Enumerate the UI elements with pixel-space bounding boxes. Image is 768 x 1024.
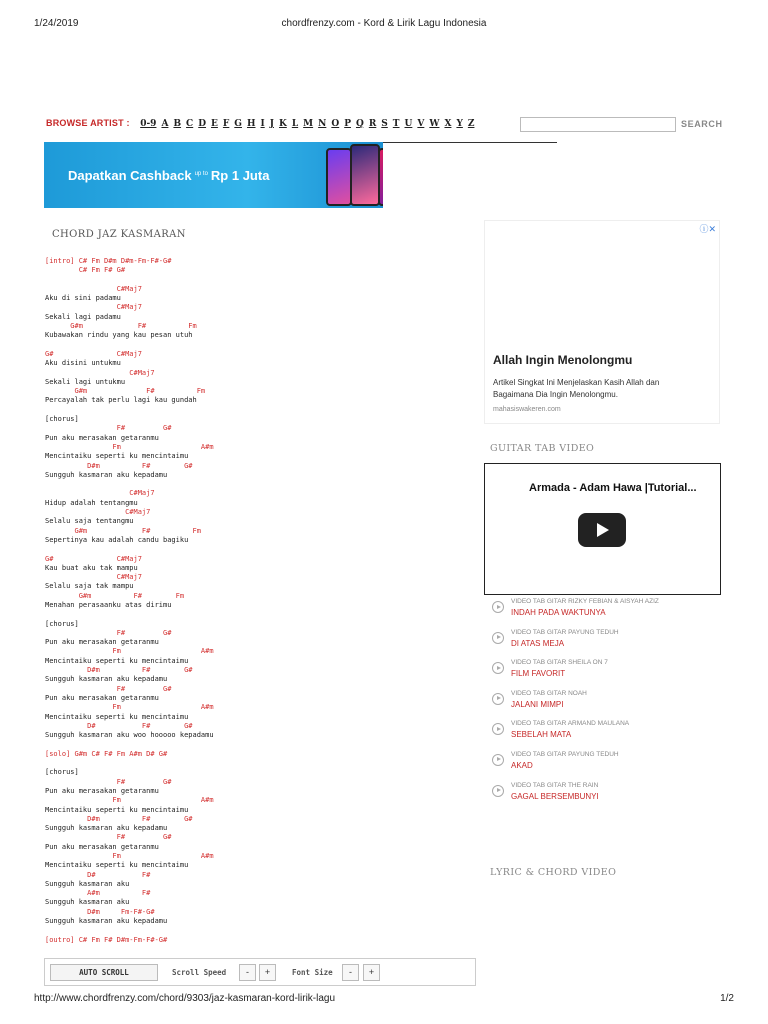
lyric-line: Selalu saja tak mampu — [45, 582, 134, 591]
guitar-tab-video-heading: GUITAR TAB VIDEO — [490, 443, 595, 454]
blank-line — [45, 545, 465, 554]
browse-letter-link[interactable]: P — [344, 119, 351, 129]
chord-line: C#Maj7 — [45, 489, 155, 498]
chord-line: G#m F# Fm — [45, 591, 185, 600]
chord-line: G#m F# Fm — [45, 322, 197, 331]
lyric-line: Sepertinya kau adalah candu bagiku — [45, 535, 189, 544]
tab-item-subtitle: VIDEO TAB GITAR PAYUNG TEDUH — [511, 750, 619, 758]
lyric-line: Pun aku merasakan getaranmu — [45, 638, 159, 647]
tab-item-subtitle: VIDEO TAB GITAR RIZKY FEBIAN & AISYAH AZIZ — [511, 598, 659, 605]
tab-item-subtitle: VIDEO TAB GITAR ARMAND MAULANA — [511, 720, 630, 728]
lyric-line: Aku disini untukmu — [45, 359, 121, 368]
lyric-line: Selalu saja tentangmu — [45, 517, 134, 526]
guitar-tab-item[interactable] — [492, 751, 722, 782]
divider — [383, 142, 557, 143]
browse-letter-link[interactable]: S — [381, 119, 388, 129]
lyric-line: Pun aku merasakan getaranmu — [45, 433, 159, 442]
blank-line — [45, 406, 465, 415]
chord-line: C# Fm F# G# — [45, 266, 126, 275]
lyric-line: [chorus] — [45, 768, 79, 777]
browse-letter-link[interactable]: 0-9 — [140, 119, 157, 129]
tab-item-subtitle: VIDEO TAB GITAR SHEILA ON 7 — [511, 659, 608, 667]
browse-letters — [140, 118, 479, 128]
lyric-line: Mencintaiku seperti ku mencintaimu — [45, 805, 189, 814]
song-title: CHORD JAZ KASMARAN — [52, 229, 186, 240]
browse-letter-link[interactable]: W — [429, 119, 440, 129]
blank-line — [45, 926, 465, 935]
play-circle-icon — [492, 723, 504, 735]
browse-letter-link[interactable]: L — [291, 119, 299, 129]
browse-letter-link[interactable]: V — [417, 119, 425, 129]
tab-item-title-link[interactable]: FILM FAVORIT — [511, 669, 566, 679]
chord-line: C#Maj7 — [45, 368, 155, 377]
chord-line: F# G# — [45, 684, 172, 693]
browse-letter-link[interactable]: F — [222, 119, 230, 129]
chord-line: D#m Fm-F#-G# — [45, 907, 155, 916]
play-circle-icon — [492, 601, 504, 613]
chord-line: [intro] C# Fm D#m D#m-Fm-F#-G# — [45, 257, 172, 265]
lyric-line: Pun aku merasakan getaranmu — [45, 842, 159, 851]
browse-letter-link[interactable]: K — [278, 119, 287, 129]
chord-line: A#m F# — [45, 889, 151, 898]
blank-line — [45, 610, 465, 619]
chord-line: D#m F# G# — [45, 461, 193, 470]
scroll-speed-label: Scroll Speed — [172, 968, 227, 977]
browse-letter-link[interactable]: O — [331, 119, 340, 129]
browse-letter-link[interactable]: M — [303, 119, 314, 129]
print-page-number: 1/2 — [720, 993, 734, 1004]
play-circle-icon — [492, 754, 504, 766]
banner-text-amount: Rp 1 Juta — [210, 168, 270, 183]
browse-letter-link[interactable]: C — [186, 119, 194, 129]
blank-line — [45, 740, 465, 749]
guitar-tab-item[interactable] — [492, 690, 722, 721]
video-title[interactable]: Armada - Adam Hawa |Tutorial... — [529, 482, 697, 494]
ad-title[interactable]: Allah Ingin Menolongmu — [493, 353, 633, 367]
lyric-line: Mencintaiku seperti ku mencintaimu — [45, 656, 189, 665]
chord-line: C#Maj7 — [45, 303, 142, 312]
lyric-line: Kubawakan rindu yang kau pesan utuh — [45, 331, 193, 340]
chord-line: F# G# — [45, 833, 172, 842]
tab-item-subtitle: VIDEO TAB GITAR PAYUNG TEDUH — [511, 628, 619, 636]
browse-letter-link[interactable]: Z — [467, 119, 475, 129]
print-url: http://www.chordfrenzy.com/chord/9303/jaz-kasmaran-kord-lirik-lagu — [34, 993, 336, 1004]
chord-line: G#m F# Fm — [45, 387, 206, 396]
browse-artist-bar — [46, 118, 479, 129]
browse-letter-link[interactable]: R — [368, 119, 377, 129]
lyric-line: Aku di sini padamu — [45, 294, 121, 303]
tab-item-title-link[interactable]: GAGAL BERSEMBUNYI — [511, 791, 599, 801]
browse-letter-link[interactable]: X — [444, 119, 452, 129]
lyric-line: Menahan perasaanku atas dirimu — [45, 600, 172, 609]
tab-item-subtitle: VIDEO TAB GITAR NOAH — [511, 689, 587, 697]
guitar-tab-item[interactable] — [492, 782, 722, 813]
browse-letter-link[interactable]: N — [318, 119, 327, 129]
video-embed[interactable] — [484, 463, 721, 595]
browse-letter-link[interactable]: J — [269, 119, 274, 129]
print-footer — [34, 993, 734, 1007]
tab-item-subtitle: VIDEO TAB GITAR THE RAIN — [511, 781, 599, 789]
browse-letter-link[interactable]: I — [260, 119, 265, 129]
play-circle-icon — [492, 693, 504, 705]
chord-line: G#m F# Fm — [45, 526, 201, 535]
chord-line: G# C#Maj7 — [45, 349, 142, 358]
play-circle-icon — [492, 785, 504, 797]
lyric-line: Sungguh kasmaran aku kepadamu — [45, 824, 168, 833]
guitar-tab-list — [492, 598, 722, 812]
chord-line: [solo] G#m C# F# Fm A#m D# G# — [45, 749, 168, 758]
browse-letter-link[interactable]: U — [404, 119, 413, 129]
ad-description: Artikel Singkat Ini Menjelaskan Kasih Allah dan Bagaimana Dia Ingin Menolongmu. — [493, 378, 660, 399]
chord-line: Fm A#m — [45, 796, 214, 805]
lyric-chord-video-heading: LYRIC & CHORD VIDEO — [490, 867, 617, 878]
lyric-line: Sungguh kasmaran aku kepadamu — [45, 675, 168, 684]
browse-letter-link[interactable]: H — [246, 119, 256, 129]
ad-choices-icon[interactable]: ⓘ✕ — [699, 224, 716, 234]
browse-letter-link[interactable]: Y — [456, 119, 463, 129]
lyric-line: Sungguh kasmaran aku — [45, 879, 130, 888]
chord-line: C#Maj7 — [45, 284, 142, 293]
banner-text-main: Dapatkan Cashback — [68, 168, 192, 183]
lyric-line: [chorus] — [45, 619, 79, 628]
lyric-line: [chorus] — [45, 415, 79, 424]
banner-text — [68, 168, 269, 183]
chord-line: C#Maj7 — [45, 508, 151, 517]
font-size-increase-button[interactable]: + — [363, 964, 380, 981]
browse-letter-link[interactable]: T — [392, 119, 400, 129]
tab-item-title-link[interactable]: AKAD — [511, 760, 533, 770]
chord-line: D# F# — [45, 870, 151, 879]
lyric-line: Sungguh kasmaran aku woo hooooo kepadamu — [45, 731, 214, 740]
cashback-banner-ad[interactable] — [44, 142, 383, 208]
play-icon[interactable] — [578, 513, 626, 547]
chord-line: [outro] C# Fm F# D#m-Fm-F#-G# — [45, 935, 168, 944]
print-header — [34, 18, 734, 32]
scroll-speed-decrease-button[interactable]: - — [239, 964, 256, 981]
chord-line: Fm A#m — [45, 442, 214, 451]
browse-artist-label: BROWSE ARTIST : — [46, 118, 130, 128]
blank-line — [45, 276, 465, 285]
browse-letter-link[interactable]: D — [198, 119, 207, 129]
browse-letter-link[interactable]: A — [161, 119, 169, 129]
phone-image — [326, 148, 352, 206]
chord-line: F# G# — [45, 628, 172, 637]
guitar-tab-item[interactable] — [492, 659, 722, 690]
chord-line: D# F# G# — [45, 721, 193, 730]
chord-line: F# G# — [45, 777, 172, 786]
chord-line: D#m F# G# — [45, 814, 193, 823]
lyric-line: Pun aku merasakan getaranmu — [45, 786, 159, 795]
chord-line: Fm A#m — [45, 647, 214, 656]
browse-letter-link[interactable]: E — [211, 119, 218, 129]
browse-letter-link[interactable]: B — [173, 119, 182, 129]
guitar-tab-item[interactable] — [492, 598, 722, 629]
sidebar-ad[interactable] — [484, 220, 720, 424]
chord-line: F# G# — [45, 424, 172, 433]
play-circle-icon — [492, 662, 504, 674]
blank-line — [45, 759, 465, 768]
auto-scroll-button[interactable]: AUTO SCROLL — [50, 964, 158, 981]
tab-item-title-link[interactable]: JALANI MIMPI — [511, 699, 564, 709]
blank-line — [45, 341, 465, 350]
lyric-line: Sekali lagi untukmu — [45, 377, 126, 386]
chord-line: C#Maj7 — [45, 573, 142, 582]
chord-line: Fm A#m — [45, 852, 214, 860]
phone-image — [378, 148, 383, 206]
lyric-line: Sungguh kasmaran aku — [45, 898, 130, 907]
banner-text-upto: up to — [194, 170, 208, 177]
lyric-line: Sungguh kasmaran aku kepadamu — [45, 917, 168, 926]
guitar-tab-item[interactable] — [492, 629, 722, 660]
chord-line: G# C#Maj7 — [45, 554, 142, 563]
chord-lyrics-block — [45, 257, 465, 945]
font-size-decrease-button[interactable]: - — [342, 964, 359, 981]
font-size-label: Font Size — [292, 968, 333, 977]
lyric-line: Sungguh kasmaran aku kepadamu — [45, 470, 168, 479]
tab-item-title-link[interactable]: SEBELAH MATA — [511, 730, 572, 740]
lyric-line: Kau buat aku tak mampu — [45, 563, 138, 572]
scroll-control-bar — [44, 958, 476, 986]
print-date: 1/24/2019 — [34, 18, 79, 29]
lyric-line: Percayalah tak perlu lagi kau gundah — [45, 396, 197, 405]
lyric-line: Mencintaiku seperti ku mencintaimu — [45, 452, 189, 461]
search-input[interactable] — [520, 117, 676, 132]
ad-domain: mahasiswakeren.com — [493, 406, 561, 413]
tab-item-title-link[interactable]: DI ATAS MEJA — [511, 638, 565, 648]
lyric-line: Mencintaiku seperti ku mencintaimu — [45, 861, 189, 870]
play-circle-icon — [492, 632, 504, 644]
search-button[interactable]: SEARCH — [681, 119, 723, 129]
browse-letter-link[interactable]: G — [234, 119, 242, 129]
lyric-line: Mencintaiku seperti ku mencintaimu — [45, 712, 189, 721]
lyric-line: Pun aku merasakan getaranmu — [45, 693, 159, 702]
browse-letter-link[interactable]: Q — [355, 119, 364, 129]
lyric-line: Sekali lagi padamu — [45, 312, 121, 321]
chord-line: D#m F# G# — [45, 666, 193, 675]
scroll-speed-increase-button[interactable]: + — [259, 964, 276, 981]
print-page-title: chordfrenzy.com - Kord & Lirik Lagu Indonesia — [281, 18, 487, 29]
chord-line: Fm A#m — [45, 703, 214, 712]
guitar-tab-item[interactable] — [492, 720, 722, 751]
tab-item-title-link[interactable]: INDAH PADA WAKTUNYA — [511, 608, 606, 617]
lyric-line: Hidup adalah tentangmu — [45, 498, 138, 507]
phone-image — [350, 144, 380, 206]
blank-line — [45, 480, 465, 489]
